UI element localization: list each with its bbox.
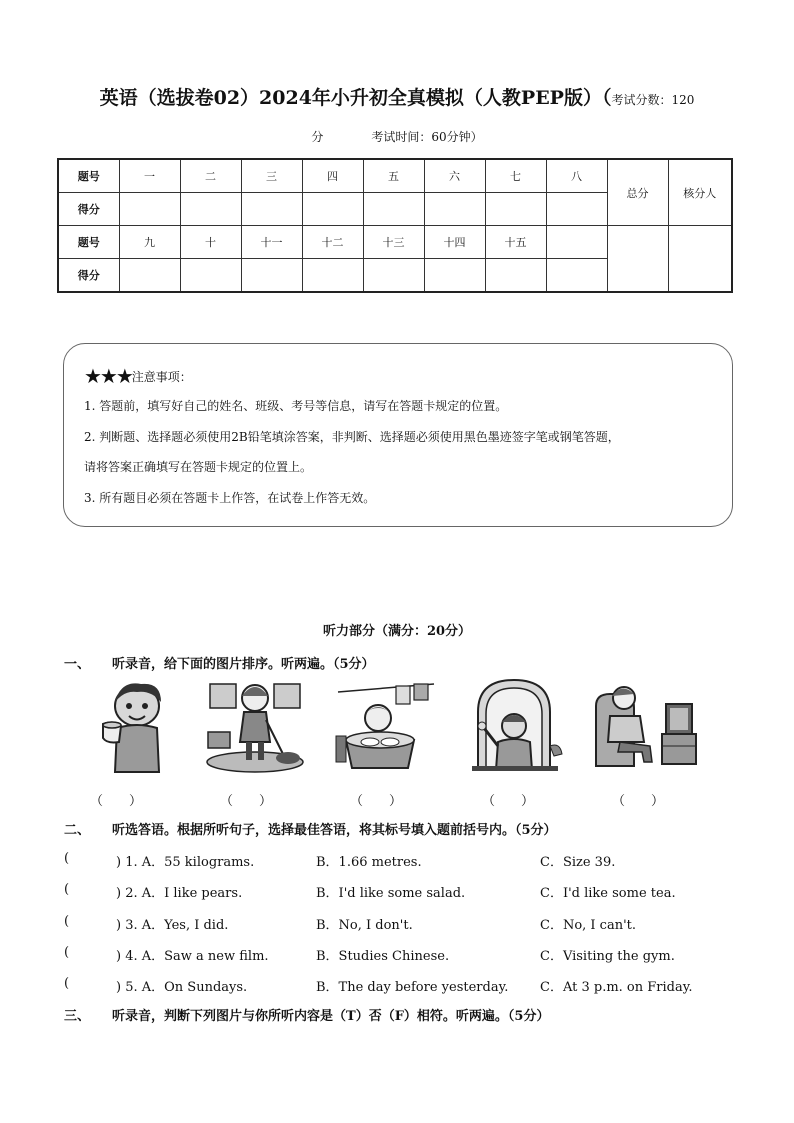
answer-blank[interactable]: （ ）: [482, 794, 535, 809]
choice-row: [64, 914, 744, 932]
row-label: 得分: [58, 193, 119, 226]
score-unit: 分: [311, 130, 324, 144]
score-cell: [546, 259, 607, 293]
option-a: ) 3. A．Yes, I did.: [116, 918, 229, 933]
row-label: 得分: [58, 259, 119, 293]
boy-drinking-image: [85, 676, 195, 776]
option-a: ) 5. A．On Sundays.: [116, 980, 248, 995]
score-cell: [363, 259, 424, 293]
question-number: 七: [485, 159, 546, 193]
question-number: 十一: [241, 226, 302, 259]
total-score-label: 总分: [607, 159, 668, 226]
question-number: 一: [119, 159, 180, 193]
star-icon: ★★★: [84, 364, 132, 388]
question-number: 十二: [302, 226, 363, 259]
option-b: B．No, I don't.: [316, 918, 413, 933]
notice-item-3: 3. 所有题目必须在答题卡上作答，在试卷上作答无效。: [84, 491, 376, 505]
answer-blank[interactable]: （ ）: [90, 794, 143, 809]
option-c: C．No, I can't.: [540, 918, 637, 933]
exam-subtitle: [0, 128, 794, 145]
question-number: 五: [363, 159, 424, 193]
question-number: 三: [241, 159, 302, 193]
score-cell: [424, 259, 485, 293]
option-b: B．I'd like some salad.: [316, 886, 466, 901]
score-cell: [424, 193, 485, 226]
score-cell: [485, 193, 546, 226]
question-number: 十: [180, 226, 241, 259]
score-cell: [119, 259, 180, 293]
row-label: 题号: [58, 226, 119, 259]
question-text: 听录音，判断下列图片与你所听内容是（T）否（F）相符。听两遍。（5分）: [112, 1009, 550, 1024]
score-total-label: 考试分数：120: [611, 93, 695, 107]
choice-row: [64, 851, 744, 869]
option-b: B．1.66 metres.: [316, 855, 422, 870]
girl-cleaning-image: [200, 676, 310, 776]
score-cell: [302, 259, 363, 293]
score-table: [57, 158, 733, 293]
answer-blank[interactable]: （ ）: [220, 794, 273, 809]
question-number: 八: [546, 159, 607, 193]
answer-blank[interactable]: （ ）: [612, 794, 665, 809]
question-number: 十三: [363, 226, 424, 259]
option-a: ) 1. A．55 kilograms.: [116, 855, 255, 870]
listening-section-title: 听力部分（满分：20分）: [322, 624, 472, 639]
question-number: 一、: [64, 657, 91, 672]
question-number: 六: [424, 159, 485, 193]
notice-item-2: 2. 判断题、选择题必须使用2B铅笔填涂答案，非判断、选择题必须使用黑色墨迹签字笔或钢笔答题，: [84, 430, 620, 444]
exam-time: 考试时间：60分钟）: [371, 130, 483, 144]
question-1-heading: [64, 653, 375, 672]
question-number: 三、: [64, 1009, 91, 1024]
score-cell: [241, 193, 302, 226]
question-text: 听选答语。根据所听句子，选择最佳答语，将其标号填入题前括号内。（5分）: [112, 823, 557, 838]
choice-row: [64, 882, 744, 900]
question-number: 九: [119, 226, 180, 259]
notice-item-2-cont: 请将答案正确填写在答题卡规定的位置上。: [84, 460, 313, 474]
question-number: 二: [180, 159, 241, 193]
option-c: C．Size 39.: [540, 855, 616, 870]
option-b: B．The day before yesterday.: [316, 980, 509, 995]
picture-row: [60, 676, 750, 781]
notice-item-1: 1. 答题前，填写好自己的姓名、班级、考号等信息，请写在答题卡规定的位置。: [84, 399, 508, 413]
question-number: [546, 226, 607, 259]
score-cell: [363, 193, 424, 226]
option-b: B．Studies Chinese.: [316, 949, 450, 964]
answer-blank[interactable]: （ ）: [350, 794, 403, 809]
option-c: C．Visiting the gym.: [540, 949, 675, 964]
woman-washing-clothes-image: [330, 676, 440, 776]
score-cell: [180, 259, 241, 293]
choice-row: [64, 945, 744, 963]
row-label: 题号: [58, 159, 119, 193]
question-number: 四: [302, 159, 363, 193]
table-row: [58, 226, 732, 259]
option-c: C．I'd like some tea.: [540, 886, 676, 901]
choice-row: [64, 976, 744, 994]
question-number: 十四: [424, 226, 485, 259]
answer-blank[interactable]: (: [64, 914, 70, 929]
question-text: 听录音，给下面的图片排序。听两遍。（5分）: [112, 657, 375, 672]
exam-title: [0, 83, 794, 110]
score-cell: [546, 193, 607, 226]
option-a: ) 4. A．Saw a new film.: [116, 949, 269, 964]
score-cell: [485, 259, 546, 293]
notice-title: [84, 364, 192, 388]
answer-blank[interactable]: (: [64, 976, 70, 991]
man-waving-window-image: [460, 676, 570, 776]
answer-blank[interactable]: (: [64, 851, 70, 866]
score-cell: [119, 193, 180, 226]
score-cell: [180, 193, 241, 226]
score-cell: [302, 193, 363, 226]
option-a: ) 2. A．I like pears.: [116, 886, 243, 901]
answer-blank[interactable]: (: [64, 945, 70, 960]
question-number: 二、: [64, 823, 91, 838]
notice-title-text: 注意事项：: [131, 370, 192, 384]
score-cell: [241, 259, 302, 293]
notice-box: [63, 343, 733, 527]
option-c: C．At 3 p.m. on Friday.: [540, 980, 693, 995]
question-3-heading: [64, 1005, 549, 1024]
question-number: 十五: [485, 226, 546, 259]
man-watching-tv-image: [590, 676, 700, 776]
checker-label: 核分人: [668, 159, 732, 226]
table-row: [58, 159, 732, 193]
exam-title-text: 英语（选拔卷02）2024年小升初全真模拟（人教PEP版）（: [99, 87, 612, 109]
total-score-cell: [607, 226, 668, 293]
question-2-heading: [64, 819, 557, 838]
checker-cell: [668, 226, 732, 293]
answer-blank[interactable]: (: [64, 882, 70, 897]
